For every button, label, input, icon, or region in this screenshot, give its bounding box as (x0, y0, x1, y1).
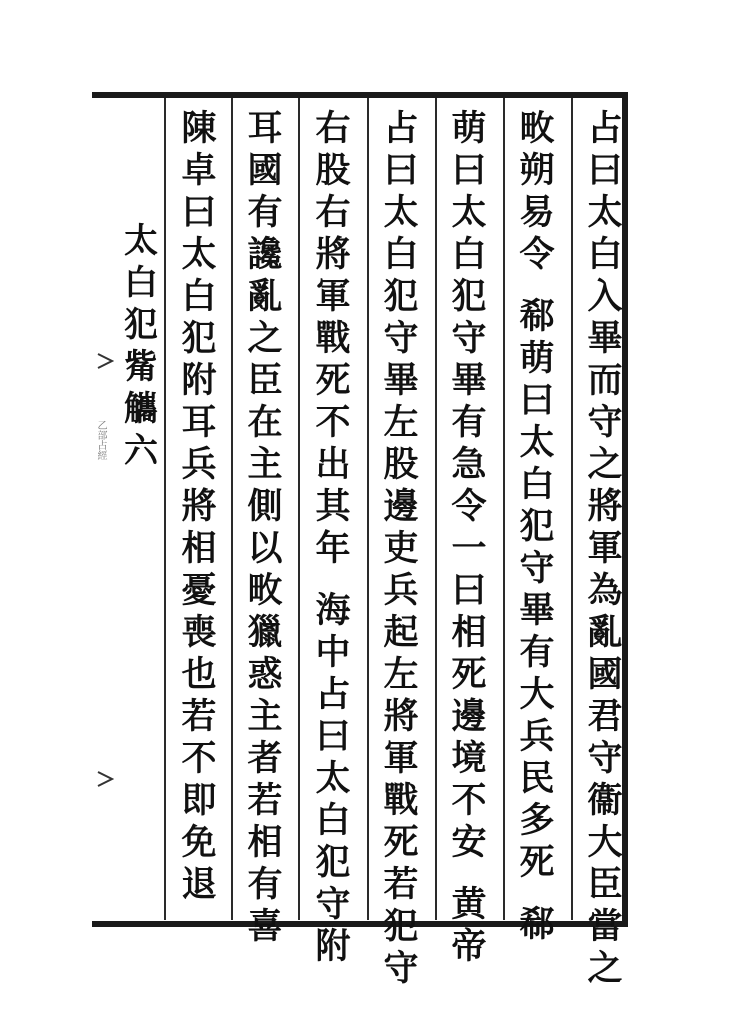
glyph: 畢 (519, 590, 555, 631)
fishtail-mark-icon (96, 352, 114, 370)
glyph: 之 (587, 948, 623, 989)
glyph: 大 (587, 822, 623, 863)
glyph: 海 (315, 590, 351, 631)
glyph: 惑 (247, 654, 283, 695)
glyph: 將 (315, 234, 351, 275)
glyph: 死 (519, 842, 555, 883)
glyph: 讒 (247, 234, 283, 275)
glyph: 喜 (247, 906, 283, 947)
glyph: 萌 (519, 338, 555, 379)
column-divider (503, 98, 505, 920)
title-glyph: 六 (124, 431, 158, 471)
title-glyph: 觿 (124, 389, 158, 429)
glyph: 有 (247, 864, 283, 905)
glyph: 大 (519, 674, 555, 715)
column-divider (367, 98, 369, 920)
glyph: 衞 (587, 780, 623, 821)
glyph: 在 (247, 402, 283, 443)
glyph: 耳 (247, 108, 283, 149)
glyph: 安 (451, 822, 487, 863)
glyph: 而 (587, 360, 623, 401)
glyph: 吏 (383, 528, 419, 569)
glyph: 若 (383, 864, 419, 905)
glyph: 君 (587, 696, 623, 737)
glyph: 畋 (519, 108, 555, 149)
glyph: 股 (315, 150, 351, 191)
glyph: 為 (587, 570, 623, 611)
glyph: 軍 (383, 738, 419, 779)
glyph: 易 (519, 192, 555, 233)
glyph: 令 (451, 486, 487, 527)
glyph: 若 (247, 780, 283, 821)
glyph: 死 (451, 654, 487, 695)
glyph: 股 (383, 444, 419, 485)
glyph: 右 (315, 108, 351, 149)
text-column-6 (240, 108, 290, 948)
glyph: 白 (383, 234, 419, 275)
glyph: 守 (587, 738, 623, 779)
column-divider (571, 98, 573, 920)
glyph: 相 (451, 612, 487, 653)
glyph: 主 (247, 696, 283, 737)
glyph: 守 (383, 948, 419, 989)
glyph: 左 (383, 654, 419, 695)
glyph: 將 (587, 486, 623, 527)
column-divider (435, 98, 437, 920)
glyph: 卓 (181, 150, 217, 191)
glyph: 太 (383, 192, 419, 233)
glyph: 附 (315, 926, 351, 967)
glyph: 不 (181, 738, 217, 779)
glyph: 年 (315, 528, 351, 569)
glyph: 亂 (587, 612, 623, 653)
glyph: 白 (587, 234, 623, 275)
glyph: 太 (315, 758, 351, 799)
column-divider (298, 98, 300, 920)
glyph: 有 (519, 632, 555, 673)
glyph: 犯 (383, 276, 419, 317)
glyph: 右 (315, 192, 351, 233)
glyph: 免 (181, 822, 217, 863)
glyph: 也 (181, 654, 217, 695)
glyph: 帝 (451, 926, 487, 967)
glyph: 有 (247, 192, 283, 233)
text-column-4 (376, 108, 426, 990)
glyph: 戰 (315, 318, 351, 359)
glyph: 軍 (315, 276, 351, 317)
glyph: 民 (519, 758, 555, 799)
glyph: 朔 (519, 150, 555, 191)
glyph: 附 (181, 360, 217, 401)
title-glyph: 太 (124, 221, 158, 261)
glyph: 獵 (247, 612, 283, 653)
text-column-7 (174, 108, 224, 906)
glyph: 占 (587, 108, 623, 149)
glyph: 中 (315, 632, 351, 673)
glyph: 兵 (181, 444, 217, 485)
glyph: 國 (587, 654, 623, 695)
glyph: 死 (315, 360, 351, 401)
glyph: 一 (451, 528, 487, 569)
glyph: 多 (519, 800, 555, 841)
glyph: 將 (383, 696, 419, 737)
glyph: 境 (451, 738, 487, 779)
glyph: 曰 (315, 716, 351, 757)
glyph: 萌 (451, 108, 487, 149)
glyph: 白 (451, 234, 487, 275)
glyph: 死 (383, 822, 419, 863)
glyph: 兵 (519, 716, 555, 757)
glyph: 犯 (519, 506, 555, 547)
glyph: 不 (451, 780, 487, 821)
glyph: 戰 (383, 780, 419, 821)
glyph: 黄 (451, 884, 487, 925)
title-glyph: 犯 (124, 305, 158, 345)
glyph: 主 (247, 444, 283, 485)
glyph: 將 (181, 486, 217, 527)
glyph: 不 (315, 402, 351, 443)
glyph: 側 (247, 486, 283, 527)
glyph: 白 (181, 276, 217, 317)
glyph: 之 (247, 318, 283, 359)
glyph: 左 (383, 402, 419, 443)
text-column-5 (308, 108, 358, 968)
glyph: 曰 (451, 150, 487, 191)
glyph: 臣 (587, 864, 623, 905)
text-column-3 (444, 108, 494, 968)
glyph: 畋 (247, 570, 283, 611)
glyph: 陳 (181, 108, 217, 149)
glyph: 出 (315, 444, 351, 485)
glyph: 守 (519, 548, 555, 589)
glyph: 入 (587, 276, 623, 317)
glyph: 曰 (451, 570, 487, 611)
glyph: 令 (519, 234, 555, 275)
glyph: 郗 (519, 904, 555, 945)
column-divider (231, 98, 233, 920)
glyph: 相 (181, 528, 217, 569)
glyph: 守 (587, 402, 623, 443)
glyph: 曰 (383, 150, 419, 191)
glyph: 之 (587, 444, 623, 485)
glyph: 軍 (587, 528, 623, 569)
glyph: 兵 (383, 570, 419, 611)
glyph: 白 (315, 800, 351, 841)
text-column-2 (512, 108, 562, 946)
glyph: 占 (383, 108, 419, 149)
glyph: 退 (181, 864, 217, 905)
glyph: 若 (181, 696, 217, 737)
glyph: 邊 (383, 486, 419, 527)
glyph: 畢 (587, 318, 623, 359)
text-column-1 (580, 108, 630, 990)
glyph: 犯 (383, 906, 419, 947)
glyph: 守 (383, 318, 419, 359)
glyph: 喪 (181, 612, 217, 653)
fishtail-mark-bottom-icon (96, 770, 114, 788)
glyph: 郗 (519, 296, 555, 337)
glyph: 即 (181, 780, 217, 821)
glyph: 曰 (519, 380, 555, 421)
glyph: 者 (247, 738, 283, 779)
glyph: 太 (181, 234, 217, 275)
glyph: 畢 (383, 360, 419, 401)
glyph: 太 (519, 422, 555, 463)
glyph: 有 (451, 402, 487, 443)
glyph: 其 (315, 486, 351, 527)
glyph: 畢 (451, 360, 487, 401)
margin-title: 乙部占經 (95, 420, 106, 460)
glyph: 憂 (181, 570, 217, 611)
glyph: 起 (383, 612, 419, 653)
glyph: 臣 (247, 360, 283, 401)
glyph: 犯 (315, 842, 351, 883)
section-title (117, 220, 165, 472)
glyph: 耳 (181, 402, 217, 443)
glyph: 占 (315, 674, 351, 715)
glyph: 國 (247, 150, 283, 191)
glyph: 犯 (451, 276, 487, 317)
glyph: 當 (587, 906, 623, 947)
glyph: 曰 (587, 150, 623, 191)
glyph: 曰 (181, 192, 217, 233)
glyph: 邊 (451, 696, 487, 737)
glyph: 急 (451, 444, 487, 485)
glyph: 犯 (181, 318, 217, 359)
glyph: 太 (451, 192, 487, 233)
glyph: 太 (587, 192, 623, 233)
glyph: 以 (247, 528, 283, 569)
glyph: 相 (247, 822, 283, 863)
glyph: 守 (315, 884, 351, 925)
title-glyph: 白 (124, 263, 158, 303)
glyph: 亂 (247, 276, 283, 317)
glyph: 白 (519, 464, 555, 505)
title-glyph: 觜 (124, 347, 158, 387)
glyph: 守 (451, 318, 487, 359)
